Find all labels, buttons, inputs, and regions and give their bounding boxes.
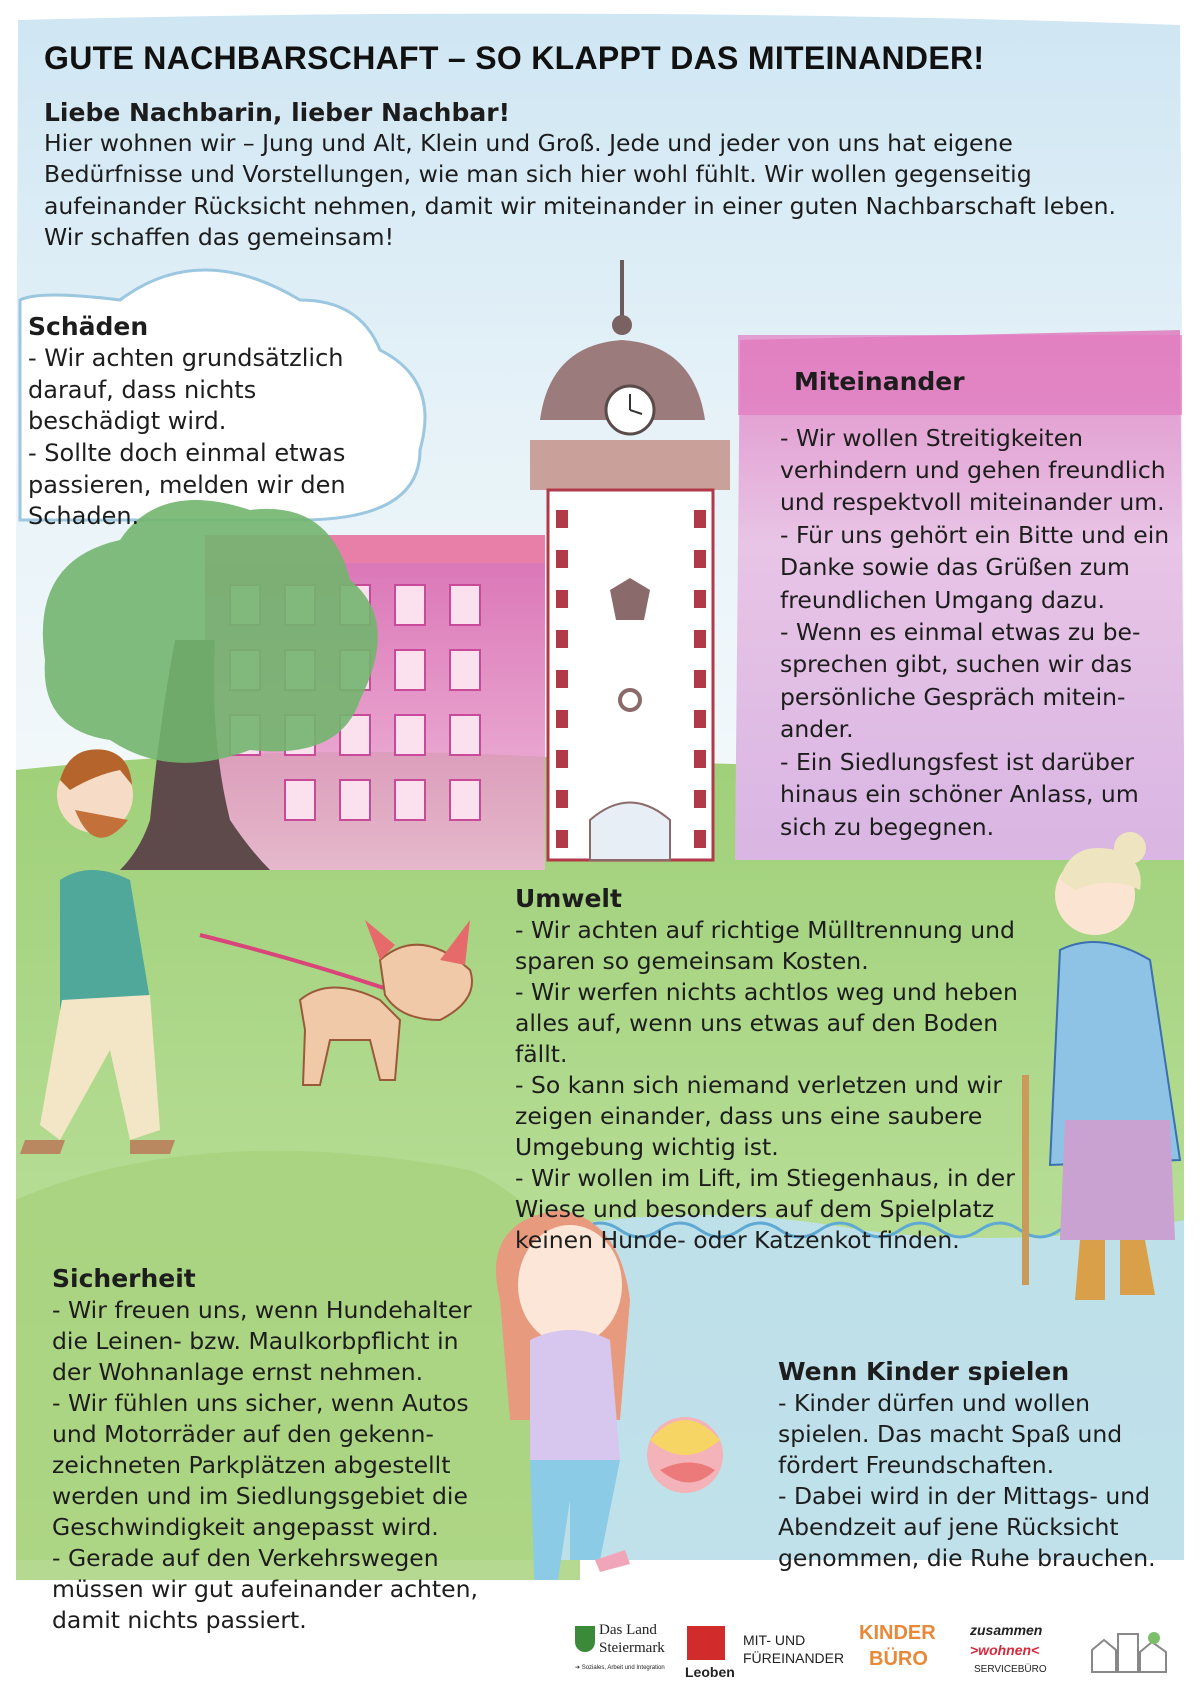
leoben-tower-icon xyxy=(687,1626,725,1660)
kinderbuero-logo xyxy=(859,1620,959,1688)
section-schaeden xyxy=(28,310,348,533)
border-left xyxy=(0,0,16,1697)
sicherheit-item: - Wir fühlen uns sicher, wenn Autos und Motorräder auf den gekenn-zeichneten Parkplätzen abgestellt werden und im Siedlungsgebiet die Geschwindigkeit angepasst wird. xyxy=(52,1389,469,1542)
zusammen-wohnen-logo xyxy=(970,1622,1080,1690)
ball xyxy=(647,1417,723,1493)
intro-paragraph: Hier wohnen wir – Jung und Alt, Klein und Groß. Jede und jeder von uns hat eigene Bedürfnisse und Vorstellungen, wie man sich hier wohl fühlt. Wir wollen gegenseitig aufeinander Rücksicht nehmen, damit wir miteinander in einer guten Nachbarschaft leben. Wir schaffen das gemeinsam! xyxy=(44,129,1116,251)
kinder-item: - Kinder dürfen und wollen spielen. Das macht Spaß und fördert Freundschaften. xyxy=(778,1389,1123,1480)
sicherheit-item: - Wir freuen uns, wenn Hundehalter die Leinen- bzw. Maulkorbpflicht in der Wohnanlage ernst nehmen. xyxy=(52,1296,472,1387)
umwelt-item: - So kann sich niemand verletzen und wir zeigen einander, dass uns eine saubere Umgebung wichtig ist. xyxy=(515,1071,1003,1162)
miteinander-item: - Für uns gehört ein Bitte und ein Danke sowie das Grüßen zum freundlichen Umgang dazu. xyxy=(780,520,1170,614)
umwelt-item: - Wir werfen nichts achtlos weg und heben alles auf, wenn uns etwas auf den Boden fällt. xyxy=(515,978,1018,1069)
sicherheit-heading: Sicherheit xyxy=(52,1264,196,1293)
schaeden-item: - Wir achten grundsätzlich darauf, dass nichts beschädigt wird. xyxy=(28,344,344,436)
schaeden-heading: Schäden xyxy=(28,312,149,341)
greeting-heading: Liebe Nachbarin, lieber Nachbar! xyxy=(44,98,510,127)
zusammen-line2: >wohnen< xyxy=(970,1642,1040,1658)
mit-line2: FÜREINANDER xyxy=(743,1650,845,1666)
steiermark-logo xyxy=(575,1620,675,1688)
zusammen-sub: SERVICEBÜRO xyxy=(974,1664,1047,1675)
miteinander-heading: Miteinander xyxy=(794,367,965,396)
section-kinder xyxy=(778,1355,1158,1574)
border-right xyxy=(1184,0,1200,1697)
page-title: GUTE NACHBARSCHAFT – SO KLAPPT DAS MITEINANDER! xyxy=(44,40,985,76)
steiermark-crest-icon xyxy=(575,1626,595,1652)
steiermark-line2: Steiermark xyxy=(599,1640,665,1656)
sponsor-logos xyxy=(575,1620,1175,1690)
steiermark-line1: Das Land xyxy=(599,1622,657,1638)
kinder-item: - Dabei wird in der Mittags- und Abendzeit auf jene Rücksicht genommen, die Ruhe brauchen. xyxy=(778,1482,1156,1573)
sicherheit-item: - Gerade auf den Verkehrswegen müssen wir gut aufeinander achten, damit nichts passiert. xyxy=(52,1544,478,1635)
leoben-label: Leoben xyxy=(685,1664,735,1680)
umwelt-item: - Wir wollen im Lift, im Stiegenhaus, in der Wiese und besonders auf dem Spielplatz keinen Hunde- oder Katzenkot finden. xyxy=(515,1164,1015,1255)
schaeden-item: - Sollte doch einmal etwas passieren, melden wir den Schaden. xyxy=(28,439,346,531)
umwelt-heading: Umwelt xyxy=(515,884,622,913)
miteinander-item: - Ein Siedlungsfest ist darüber hinaus ein schöner Anlass, um sich zu begegnen. xyxy=(780,747,1139,841)
section-sicherheit xyxy=(52,1262,482,1636)
miteinander-item: - Wenn es einmal etwas zu be-sprechen gibt, suchen wir das persönliche Gespräch mitein-ander. xyxy=(780,618,1141,744)
miteinander-item: - Wir wollen Streitigkeiten verhindern und gehen freundlich und respektvoll miteinander um. xyxy=(780,423,1166,517)
kinder-heading: Wenn Kinder spielen xyxy=(778,1357,1070,1386)
houses-icon xyxy=(1090,1630,1170,1674)
leoben-logo xyxy=(685,1620,735,1688)
kinder-line2: BÜRO xyxy=(869,1648,928,1670)
walking-cane xyxy=(1022,1075,1029,1285)
kinder-line1: KINDER xyxy=(859,1622,936,1644)
section-miteinander xyxy=(780,365,1170,843)
zusammen-line1: zusammen xyxy=(970,1622,1043,1638)
steiermark-sub: ➔ Soziales, Arbeit und Integration xyxy=(575,1665,665,1671)
section-umwelt xyxy=(515,882,1020,1256)
mit-line1: MIT- UND xyxy=(743,1632,806,1648)
umwelt-item: - Wir achten auf richtige Mülltrennung und sparen so gemeinsam Kosten. xyxy=(515,916,1015,976)
